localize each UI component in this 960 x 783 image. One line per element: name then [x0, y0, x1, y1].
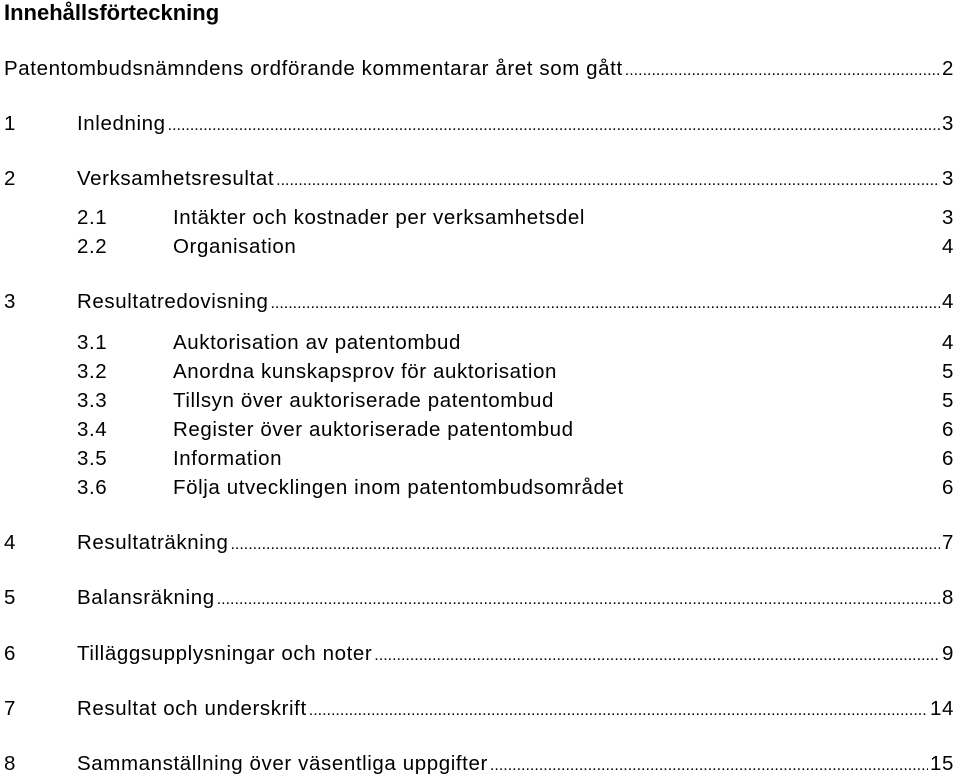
toc-entry-line	[4, 55, 954, 85]
toc-entry-page: 2	[941, 57, 954, 80]
toc-subentry-2-2[interactable]	[0, 233, 960, 261]
toc-subentry-page: 3	[941, 206, 954, 229]
toc-entry-page: 3	[941, 112, 954, 135]
toc-entry-page: 4	[941, 290, 954, 313]
dot-leader	[168, 112, 940, 140]
toc-subentry-title: Anordna kunskapsprov för auktorisation	[173, 360, 558, 383]
toc-subentry-title: Auktorisation av patentombud	[173, 331, 462, 354]
toc-subentry-number: 3.3	[77, 389, 108, 412]
toc-subentry-2-1[interactable]	[0, 204, 960, 232]
toc-entry-number: 4	[4, 531, 17, 554]
toc-subentry-title: Register över auktoriserade patentombud	[173, 418, 574, 441]
toc-subentry-number: 3.1	[77, 331, 108, 354]
toc-entry-title: Balansräkning	[77, 586, 215, 609]
toc-entry-foreword[interactable]	[0, 55, 960, 83]
toc-entry-line	[77, 750, 954, 780]
toc-entry-3[interactable]	[0, 288, 960, 316]
toc-heading: Innehållsförteckning	[4, 0, 220, 25]
toc-entry-4[interactable]	[0, 529, 960, 557]
dot-leader	[625, 57, 940, 85]
dot-leader	[217, 586, 940, 614]
toc-subentry-title: Följa utvecklingen inom patentombudsområdet	[173, 476, 624, 499]
toc-entry-page: 9	[941, 642, 954, 665]
toc-subentry-page: 6	[941, 447, 954, 470]
toc-entry-page: 7	[941, 531, 954, 554]
toc-subentry-page: 5	[941, 360, 954, 383]
toc-entry-6[interactable]	[0, 640, 960, 668]
toc-subentry-number: 3.2	[77, 360, 108, 383]
toc-entry-number: 3	[4, 290, 17, 313]
toc-entry-page: 15	[929, 752, 954, 775]
toc-entry-page: 14	[929, 697, 954, 720]
toc-entry-1[interactable]	[0, 110, 960, 138]
toc-entry-line	[77, 529, 954, 559]
toc-entry-title: Patentombudsnämndens ordförande kommentarar året som gått	[4, 57, 623, 80]
toc-subentry-3-1[interactable]	[0, 329, 960, 357]
toc-entry-number: 8	[4, 752, 17, 775]
toc-entry-7[interactable]	[0, 695, 960, 723]
dot-leader	[490, 752, 928, 780]
toc-subentry-title: Organisation	[173, 235, 297, 258]
toc-entry-line	[77, 584, 954, 614]
toc-entry-number: 2	[4, 167, 17, 190]
toc-subentry-number: 2.2	[77, 235, 108, 258]
toc-entry-title: Resultaträkning	[77, 531, 229, 554]
toc-entry-number: 6	[4, 642, 17, 665]
toc-subentry-page: 6	[941, 476, 954, 499]
toc-subentry-page: 4	[941, 331, 954, 354]
toc-entry-title: Resultatredovisning	[77, 290, 269, 313]
dot-leader	[276, 167, 940, 195]
toc-subentry-3-6[interactable]	[0, 474, 960, 502]
toc-entry-line	[77, 165, 954, 195]
toc-subentry-page: 4	[941, 235, 954, 258]
toc-subentry-number: 2.1	[77, 206, 108, 229]
toc-entry-page: 8	[941, 586, 954, 609]
toc-subentry-title: Information	[173, 447, 283, 470]
dot-leader	[374, 642, 940, 670]
toc-entry-line	[77, 695, 954, 725]
toc-entry-page: 3	[941, 167, 954, 190]
toc-entry-2[interactable]	[0, 165, 960, 193]
toc-subentry-3-4[interactable]	[0, 416, 960, 444]
toc-entry-line	[77, 640, 954, 670]
toc-subentry-number: 3.4	[77, 418, 108, 441]
toc-subentry-page: 5	[941, 389, 954, 412]
dot-leader	[230, 531, 940, 559]
toc-entry-8[interactable]	[0, 750, 960, 778]
toc-subentry-title: Tillsyn över auktoriserade patentombud	[173, 389, 554, 412]
dot-leader	[309, 697, 928, 725]
toc-subentry-title: Intäkter och kostnader per verksamhetsdel	[173, 206, 586, 229]
toc-subentry-number: 3.6	[77, 476, 108, 499]
toc-entry-title: Resultat och underskrift	[77, 697, 307, 720]
toc-entry-title: Sammanställning över väsentliga uppgifter	[77, 752, 488, 775]
toc-entry-number: 7	[4, 697, 17, 720]
toc-entry-number: 5	[4, 586, 17, 609]
toc-entry-title: Inledning	[77, 112, 166, 135]
toc-entry-number: 1	[4, 112, 17, 135]
toc-subentry-3-3[interactable]	[0, 387, 960, 415]
toc-subentry-number: 3.5	[77, 447, 108, 470]
dot-leader	[270, 290, 940, 318]
toc-subentry-3-2[interactable]	[0, 358, 960, 386]
toc-subentry-3-5[interactable]	[0, 445, 960, 473]
toc-entry-title: Tilläggsupplysningar och noter	[77, 642, 373, 665]
toc-entry-line	[77, 110, 954, 140]
toc-subentry-page: 6	[941, 418, 954, 441]
toc-entry-title: Verksamhetsresultat	[77, 167, 275, 190]
toc-entry-5[interactable]	[0, 584, 960, 612]
toc-entry-line	[77, 288, 954, 318]
